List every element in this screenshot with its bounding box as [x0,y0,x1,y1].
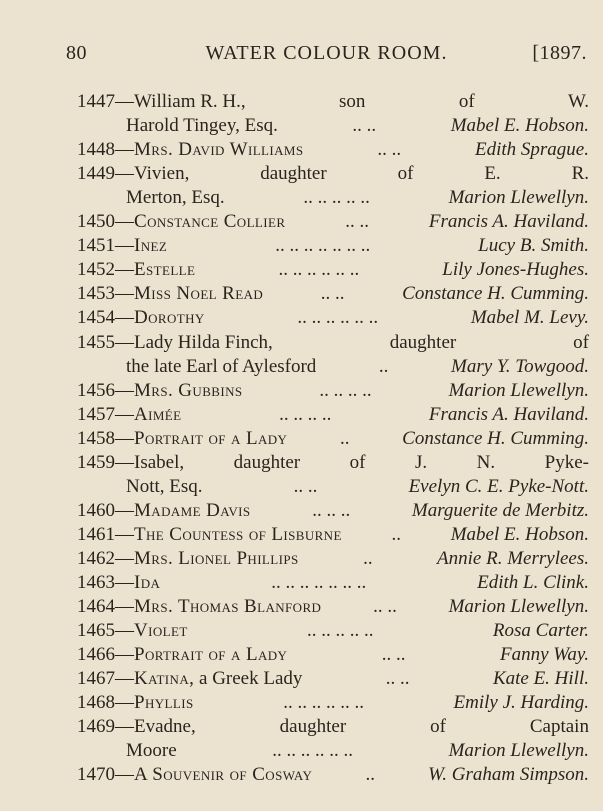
entry-subject: Merton, Esq. [126,187,225,209]
entry-number: 1463— [77,572,134,593]
leader-dots: .. .. [352,115,377,137]
artist-name: Mabel E. Hobson. [450,115,589,137]
entry-title: William R. H., [134,91,246,112]
artist-name: Marguerite de Merbitz. [411,499,589,521]
entry-number: 1462— [77,547,134,569]
entry-heading [77,499,251,523]
entry-number: 1453— [77,283,134,305]
entry-title-group [77,90,246,114]
entry-description-word: daughter [279,716,347,738]
leader-dots: .. .. .. .. [279,403,332,425]
entry-title-group [77,162,189,186]
entry-description-word: N. [476,451,496,473]
entry-number: 1457— [77,403,134,425]
entry-number: 1464— [77,596,134,618]
artist-name: Edith Sprague. [475,139,589,161]
leader-dots: .. .. [381,644,406,666]
entry-heading [77,643,287,667]
entry-line [77,138,589,162]
artist-name: Marion Llewellyn. [448,379,589,401]
entry-heading [77,138,304,162]
entry-title: Mrs. David Williams [134,139,304,161]
entry-description-word: W. [568,91,589,112]
leader-dots: .. .. .. .. .. .. [272,740,353,762]
artist-name: Marion Llewellyn. [448,740,589,762]
entry-title: Portrait of a Lady [134,427,288,449]
entry-title: Lady Hilda Finch, [134,331,273,353]
entry-description-word: daughter [260,163,327,185]
leader-dots: .. [363,547,373,569]
entry-number: 1466— [77,644,134,666]
entry-description-word: daughter [389,331,457,353]
entry-heading [77,547,299,571]
entry-number: 1451— [77,235,134,257]
leader-dots: .. [378,355,389,377]
leader-dots: .. .. .. .. .. .. [297,307,379,329]
entry-continuation [126,475,589,499]
leader-dots: .. .. [377,139,402,161]
entry-title: Evadne, [134,716,196,738]
entry-number: 1465— [77,620,134,642]
artist-name: Constance H. Cumming. [402,283,589,305]
entry-line [77,715,589,739]
entry-number: 1470— [77,764,134,786]
entry-title: Phyllis [134,692,194,714]
entry-subject: Nott, Esq. [126,475,203,497]
entry-number: 1455— [77,331,134,353]
entry-heading [77,162,589,186]
entry-number: 1447— [77,91,134,112]
artist-name: Mabel E. Hobson. [450,523,589,545]
entry-subject: the late Earl of Aylesford [126,355,317,377]
artist-name: Marion Llewellyn. [448,187,589,209]
entry-heading [77,331,589,355]
leader-dots: .. .. .. .. .. [303,187,370,209]
leader-dots: .. .. [345,211,370,233]
entry-number: 1459— [77,451,134,473]
entry-description-word: Captain [529,716,589,738]
entry-title-group [77,331,273,355]
entry-subject: Harold Tingey, Esq. [126,115,278,137]
page-title: WATER COLOUR ROOM. [205,42,448,64]
leader-dots: .. .. .. .. [319,379,372,401]
entry-heading [77,282,263,306]
entry-continuation [126,355,589,379]
entry-number: 1448— [77,139,134,161]
entry-title: The Countess of Lisburne [134,523,342,545]
entry-heading [77,763,312,787]
entry-title: Vivien, [134,163,190,185]
leader-dots: .. [365,764,375,786]
artist-name: Francis A. Haviland. [428,403,589,425]
leader-dots: .. .. .. .. .. [307,620,374,642]
entry-title: A Souvenir of Cosway [134,764,313,786]
entry-heading [77,667,302,691]
entry-title-group [77,715,196,739]
entry-description-word: daughter [233,451,301,473]
entry-heading [77,258,195,282]
entry-number: 1450— [77,211,134,233]
leader-dots: .. .. .. [312,499,351,521]
leader-dots: .. .. [293,475,318,497]
entry-line [77,331,589,355]
entry-description-word: Pyke- [544,451,589,473]
artist-name: Fanny Way. [499,644,589,666]
entry-title: Ida [134,572,161,593]
entry-description-word: of [430,716,446,738]
entry-description-word: of [349,451,366,473]
entry-number: 1456— [77,379,134,401]
entry-title: Mrs. Thomas Blanford [134,596,322,618]
artist-name: Francis A. Haviland. [428,211,589,233]
entry-number: 1454— [77,307,134,329]
entry-heading [77,619,188,643]
entry-heading [77,715,589,739]
leader-dots: .. .. [385,668,410,690]
entry-title: Dorothy [134,307,205,329]
entry-line [77,451,589,475]
entry-line [77,162,589,186]
entry-number: 1468— [77,692,134,714]
entry-title: Violet [134,620,188,642]
artist-name: Mary Y. Towgood. [451,355,589,377]
entry-heading [77,595,321,619]
entry-heading [77,691,194,715]
leader-dots: .. .. .. .. .. .. .. [275,235,371,257]
entry-heading [77,210,285,234]
entry-heading [77,523,342,547]
entry-heading [77,234,167,258]
artist-name: Lucy B. Smith. [478,235,589,257]
leader-dots: .. .. [373,596,397,618]
page-number: 80 [66,42,87,64]
entry-line [77,619,589,643]
artist-name: Marion Llewellyn. [448,596,589,618]
entry-heading [77,427,287,451]
entry-number: 1460— [77,499,134,521]
entry-description: a Greek Lady [199,668,303,690]
entry-heading [77,571,160,595]
artist-name: W. Graham Simpson. [428,764,589,786]
entry-line [77,403,589,427]
entry-line [77,427,589,451]
entry-description-word: E. [484,163,501,185]
leader-dots: .. .. .. .. .. .. .. [271,572,367,593]
entry-line [77,379,589,403]
entry-line [77,90,589,114]
entry-line [77,691,589,715]
leader-dots: .. [340,427,350,449]
leader-dots: .. .. .. .. .. .. [283,692,364,714]
entry-description-word: of [458,91,475,112]
artist-name: Annie R. Merrylees. [437,547,589,569]
entry-line [77,282,589,306]
entry-heading [77,403,182,427]
entry-title: Estelle [134,259,196,281]
entry-continuation [126,186,589,210]
artist-name: Constance H. Cumming. [402,427,589,449]
leader-dots: .. .. .. .. .. .. [278,259,360,281]
artist-name: Edith L. Clink. [477,572,589,593]
entry-title: Portrait of a Lady [134,644,288,666]
entry-number: 1458— [77,427,134,449]
entry-subject: Moore [126,740,177,762]
entry-line [77,571,589,595]
entry-number: 1469— [77,716,134,738]
artist-name: Rosa Carter. [492,620,589,642]
entry-continuation [126,114,589,138]
entry-line [77,306,589,330]
entry-description-word: J. [414,451,428,473]
year: [1897. [532,42,587,64]
entry-line [77,547,589,571]
entry-line [77,258,589,282]
entry-description-word: son [339,91,366,112]
entry-description-word: of [397,163,414,185]
artist-name: Mabel M. Levy. [470,307,589,329]
entry-line [77,667,589,691]
artist-name: Kate E. Hill. [492,668,589,690]
artist-name: Emily J. Harding. [453,692,589,714]
entry-heading [77,90,589,114]
artist-name: Lily Jones-Hughes. [442,259,589,281]
entry-line [77,210,589,234]
entry-title: Inez [134,235,168,257]
artist-name: Evelyn C. E. Pyke-Nott. [408,475,589,497]
entry-line [77,763,589,787]
entry-title: Madame Davis [134,499,251,521]
entry-title: Isabel, [134,451,185,473]
entry-title: Mrs. Lionel Phillips [134,547,299,569]
entry-title-group [77,451,184,475]
entry-heading [77,379,243,403]
entry-title: Katina, [134,668,195,690]
entry-number: 1452— [77,259,134,281]
entry-number: 1467— [77,668,134,690]
entry-heading [77,306,205,330]
entry-description-word: R. [571,163,589,185]
entry-line [77,523,589,547]
entry-number: 1449— [77,163,134,185]
entry-title: Constance Collier [134,211,286,233]
entry-line [77,595,589,619]
entry-line [77,234,589,258]
leader-dots: .. .. [320,283,345,305]
entry-line [77,643,589,667]
leader-dots: .. [391,523,402,545]
entry-number: 1461— [77,523,134,545]
entry-title: Aimée [134,403,182,425]
entry-description-word: of [573,331,589,353]
entry-title: Miss Noel Read [134,283,264,305]
entry-continuation [126,739,589,763]
entry-line [77,499,589,523]
entry-title: Mrs. Gubbins [134,379,243,401]
entry-heading [77,451,589,475]
